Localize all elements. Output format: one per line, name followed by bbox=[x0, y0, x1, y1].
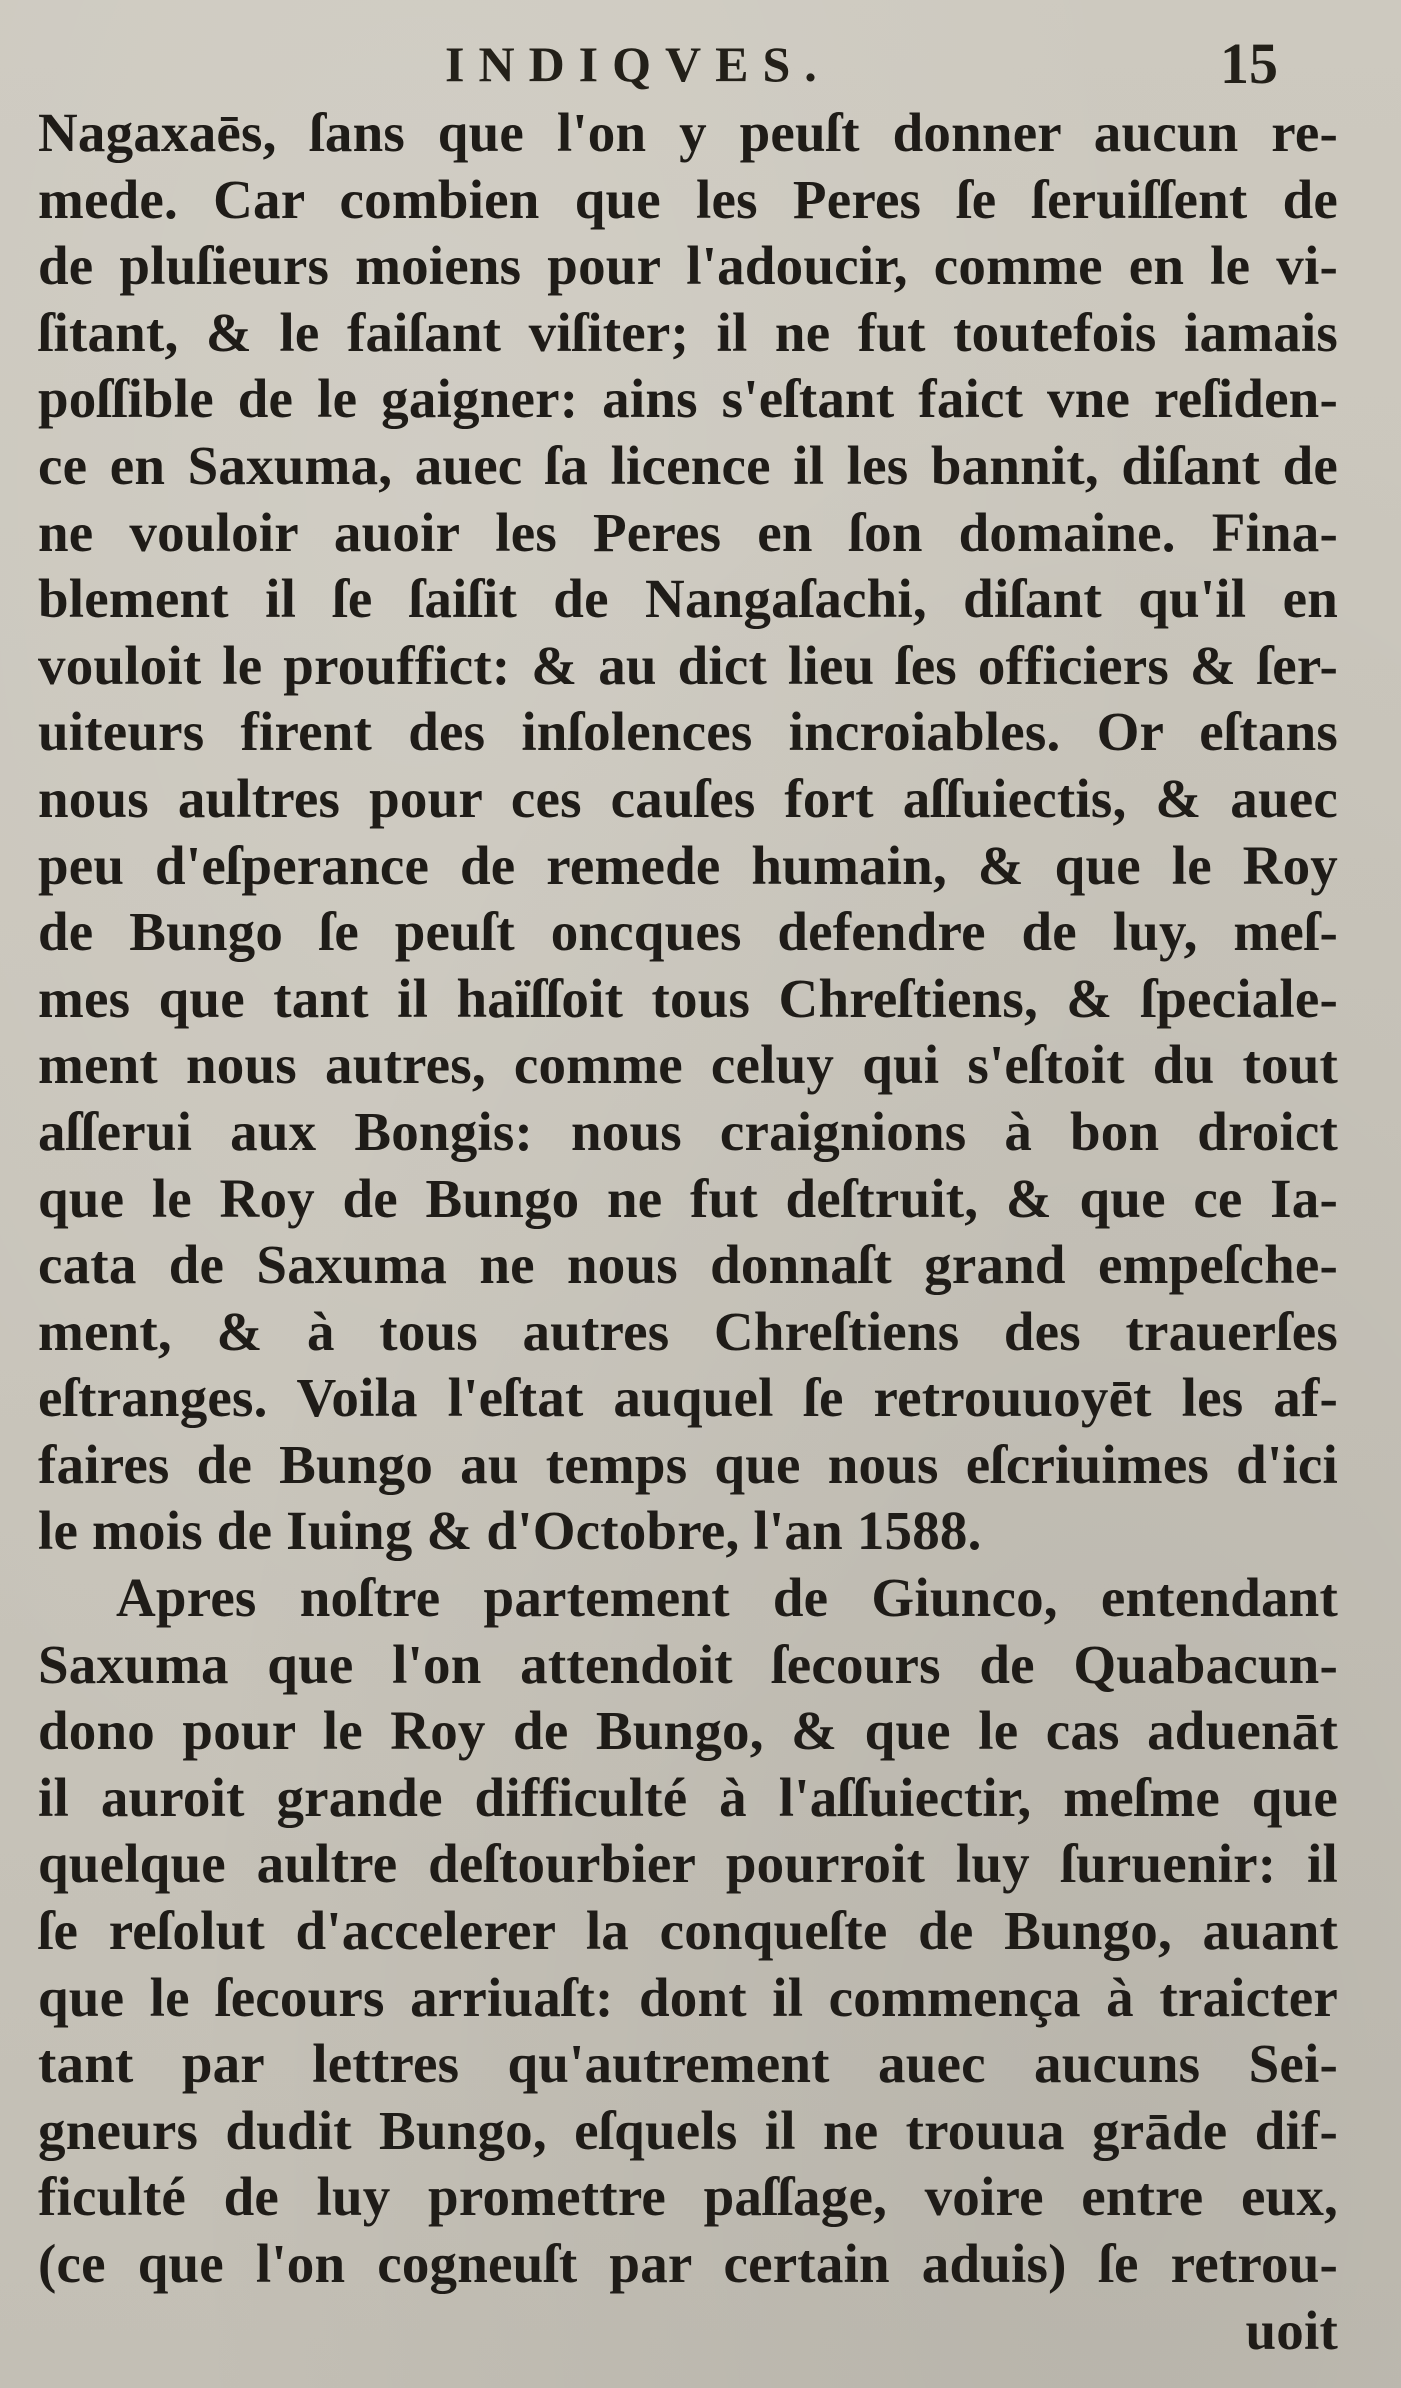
text-line: ce en Saxuma, auec ſa licence il les bannit, diſant de bbox=[38, 434, 1338, 496]
text-line: vouloit le prouffict: & au dict lieu ſes officiers & ſer- bbox=[38, 634, 1338, 696]
text-line: de pluſieurs moiens pour l'adoucir, comme en le vi- bbox=[38, 235, 1338, 297]
text-line: cata de Saxuma ne nous donnaſt grand empeſche- bbox=[38, 1234, 1338, 1296]
text-line: Nagaxaēs, ſans que l'on y peuſt donner aucun re- bbox=[38, 102, 1338, 163]
text-line: que le ſecours arriuaſt: dont il commença à traicter bbox=[38, 1966, 1338, 2028]
paragraph-2 bbox=[38, 1565, 1338, 2298]
text-line: (ce que l'on cogneuſt par certain aduis) ſe retrou- bbox=[38, 2233, 1338, 2294]
text-line: Saxuma que l'on attendoit ſecours de Quabacun- bbox=[38, 1633, 1338, 1695]
body-text bbox=[38, 100, 1338, 2364]
text-line: ment, & à tous autres Chreſtiens des trauerſes bbox=[38, 1300, 1338, 1362]
text-line: faires de Bungo au temps que nous eſcriuimes d'ici bbox=[38, 1433, 1338, 1495]
text-line: peu d'eſperance de remede humain, & que le Roy bbox=[38, 834, 1338, 896]
text-line: ſe reſolut d'accelerer la conqueſte de Bungo, auant bbox=[38, 1900, 1338, 1962]
text-line: blement il ſe ſaiſit de Nangaſachi, diſant qu'il en bbox=[38, 568, 1338, 630]
text-line: ne vouloir auoir les Peres en ſon domaine. Fina- bbox=[38, 501, 1338, 563]
running-head: INDIQVES. bbox=[445, 36, 831, 92]
text-line: Apres noſtre partement de Giunco, entendant bbox=[116, 1567, 1338, 1629]
text-line: uiteurs firent des inſolences incroiables. Or eſtans bbox=[38, 701, 1338, 763]
text-line: aſſerui aux Bongis: nous craignions à bon droict bbox=[38, 1100, 1338, 1162]
text-line: dono pour le Roy de Bungo, & que le cas aduenāt bbox=[38, 1700, 1338, 1762]
text-line: mede. Car combien que les Peres ſe ſeruiſſent de bbox=[38, 168, 1338, 230]
text-line: ficulté de luy promettre paſſage, voire entre eux, bbox=[38, 2166, 1338, 2228]
text-line: que le Roy de Bungo ne fut deſtruit, & que ce Ia- bbox=[38, 1167, 1338, 1229]
text-line: il auroit grande difficulté à l'aſſuiectir, meſme que bbox=[38, 1766, 1338, 1828]
text-line: ment nous autres, comme celuy qui s'eſtoit du tout bbox=[38, 1034, 1338, 1096]
text-line: tant par lettres qu'autrement auec aucuns Sei- bbox=[38, 2033, 1338, 2095]
page-header bbox=[0, 31, 1401, 96]
paragraph-1 bbox=[38, 100, 1338, 1565]
catchword: uoit bbox=[1245, 2299, 1338, 2361]
text-line: poſſible de le gaigner: ains s'eſtant faict vne reſiden- bbox=[38, 368, 1338, 430]
text-line: gneurs dudit Bungo, eſquels il ne trouua grāde dif- bbox=[38, 2099, 1338, 2161]
text-line: ſitant, & le faiſant viſiter; il ne fut toutefois iamais bbox=[38, 301, 1338, 363]
text-line: nous aultres pour ces cauſes fort aſſuiectis, & auec bbox=[38, 767, 1338, 829]
text-line: mes que tant il haïſſoit tous Chreſtiens, & ſpeciale- bbox=[38, 967, 1338, 1029]
text-line: le mois de Iuing & d'Octobre, l'an 1588. bbox=[38, 1500, 982, 1562]
page-number: 15 bbox=[1220, 31, 1278, 96]
text-line: eſtranges. Voila l'eſtat auquel ſe retrouuoyēt les af- bbox=[38, 1367, 1338, 1429]
text-line: quelque aultre deſtourbier pourroit luy ſuruenir: il bbox=[38, 1833, 1338, 1895]
text-line: de Bungo ſe peuſt oncques defendre de luy, meſ- bbox=[38, 901, 1338, 963]
